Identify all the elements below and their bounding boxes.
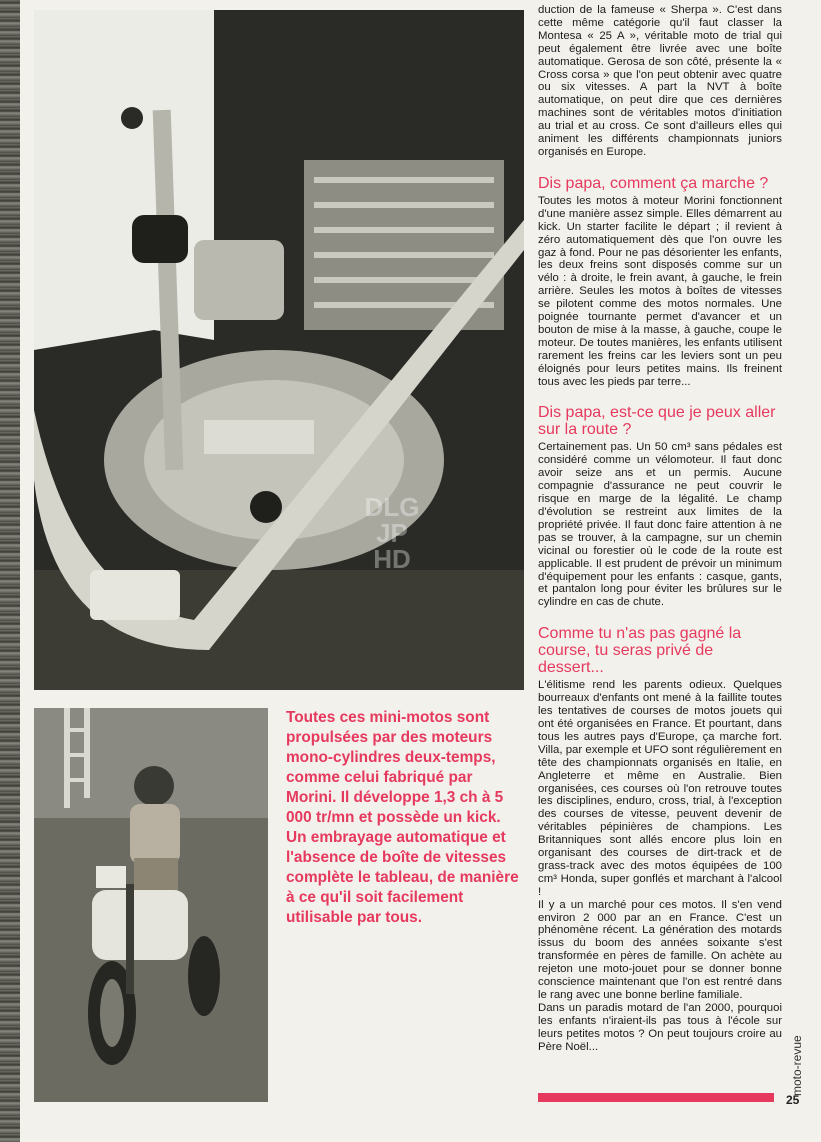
article-column	[538, 4, 782, 1054]
section-paragraph: L'élitisme rend les parents odieux. Quelques bourreaux d'enfants ont mené à la faillite toutes les tentatives de courses de motos jouets qui ont été organisées en France. Et pourtant, dans tous les autres pays d'Europe, ça marche fort. Villa, par exemple et UFO sont régulièrement en tête des championnats organisés en Italie, en Angleterre et même en Australie. Bien organisées, ces courses où l'on retrouve toutes les disciplines, enduro, cross, trial, à l'exception des courses de vitesse, peuvent devenir de véritables pépinières de champions. Les Britanniques sont allés encore plus loin en organisant des courses de dirt-track et de grass-track avec des motos équipées de 100 cm³ Honda, super gonflés et marchant à l'alcool !	[538, 679, 782, 898]
page-edge-strip	[0, 0, 20, 1142]
section-paragraph: Il y a un marché pour ces motos. Il s'en vend environ 2 000 par an en France. C'est un phénomène récent. La génération des motards issus du boom des années soixante s'est transformée en pères de famille. On achète au rejeton une moto-jouet pour se donner bonne conscience maintenant que l'on est rentré dans le rang avec une bonne berline familiale.	[538, 898, 782, 1001]
watermark: DLG JP HD	[364, 492, 420, 574]
section-heading-comment-ca-marche: Dis papa, comment ça marche ?	[538, 174, 769, 192]
section-paragraph: Dans un paradis motard de l'an 2000, pourquoi les enfants n'iraient-ils pas tous à l'école sur leurs petites motos ? On peut toujours croire au Père Noël...	[538, 1001, 782, 1053]
section-paragraph: Certainement pas. Un 50 cm³ sans pédales est considéré comme un vélomoteur. Il faut donc avoir seize ans et un permis. Aucune compagnie d'assurance ne peut couvrir le risque en marge de la légalité. Le champ d'évolution se restreint aux limites de la propriété privée. Il faut donc faire attention à ne pas se trouver, à la campagne, sur un chemin vicinal ou forestier où le code de la route est applicable. Il est prudent de prévoir un minimum d'équipement pour les enfants : casque, gants, et pantalon long pour éviter les brûlures sur le cylindre en cas de chute.	[538, 441, 782, 609]
page-number: 25	[786, 1093, 800, 1107]
section-paragraph: Toutes les motos à moteur Morini fonctionnent d'une manière assez simple. Elles démarrent au kick. Un starter facilite le départ ; il revient à zéro automatiquement dès que l'on ouvre les gaz à fond. Pour ne pas désorienter les enfants, les deux freins sont disposés comme sur un vélo : à droite, le frein avant, à gauche, le frein arrière. Seules les motos à boîtes de vitesses se pilotent comme des motos normales. Une poignée tournante permet d'avancer et un bouton de mise à la masse, à gauche, coupe le moteur. De toutes manières, les enfants utilisent rarement les freins car les leviers sont un peu éloignés pour leurs petites mains. Ils freinent tous avec les pieds par terre...	[538, 194, 782, 388]
section-heading-prive-de-dessert: Comme tu n'as pas gagné la course, tu seras privé de dessert...	[538, 625, 742, 677]
section-heading-aller-sur-la-route: Dis papa, est-ce que je peux aller sur la route ?	[538, 404, 776, 439]
engine-photo	[34, 10, 524, 690]
magazine-name: moto-revue	[790, 1035, 804, 1096]
photo-caption: Toutes ces mini-motos sont propulsées par des moteurs mono-cylindres deux-temps, comme celui fabriqué par Morini. Il développe 1,3 ch à 5 000 tr/mn et possède un kick. Un embrayage automatique et l'absence de boîte de vitesses complète le tableau, de manière à ce qu'il soit facilement utilisable par tous.	[286, 709, 519, 926]
child-minibike-photo	[34, 708, 268, 1102]
intro-paragraph: duction de la fameuse « Sherpa ». C'est dans cette même catégorie qu'il faut classer la Montesa « 25 A », véritable moto de trial qui peut également être livrée avec une boîte automatique. Gerosa de son côté, présente la « Cross corsa » que l'on peut obtenir avec quatre ou six vitesses. A part la NVT à boîte automatique, on peut dire que ces dernières machines sont de véritables motos d'initiation au trial et au cross. Ce sont d'ailleurs elles qui animent les différents championnats juniors organisés en Europe.	[538, 4, 782, 158]
footer-accent-bar	[538, 1093, 774, 1102]
